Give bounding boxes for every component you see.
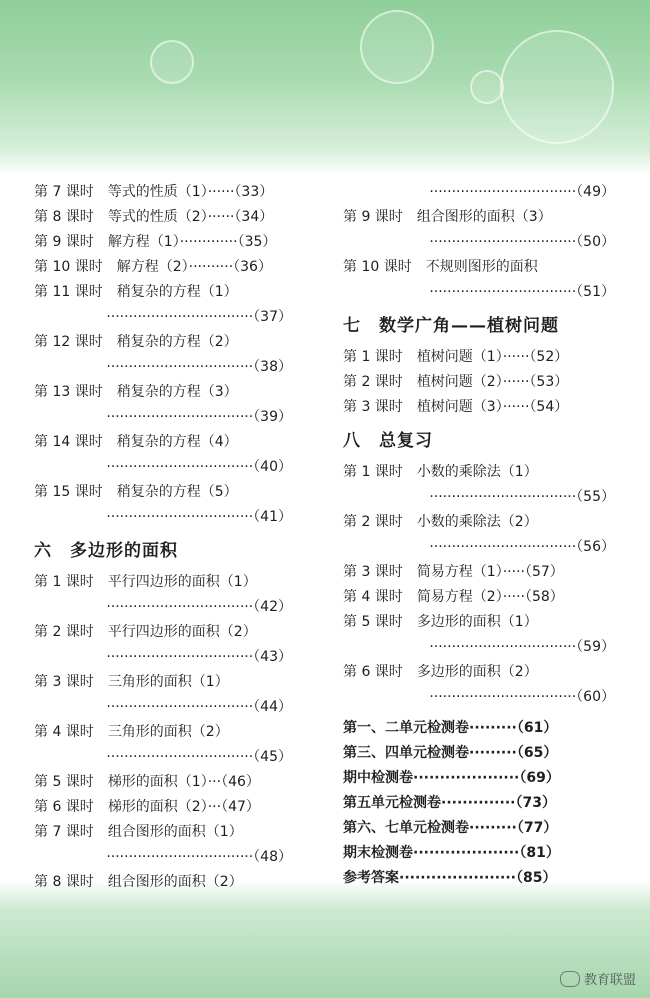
unit-heading-6: 六 多边形的面积 <box>34 541 178 561</box>
toc-entry[interactable]: 第 3 课时 三角形的面积（1） ·································（44） <box>34 674 292 715</box>
toc-entry[interactable]: 第 10 课时 解方程（2）··········（36） <box>34 259 272 275</box>
watermark <box>560 969 636 988</box>
toc-entry[interactable]: 第 8 课时 组合图形的面积（2） <box>34 874 243 890</box>
toc-entry[interactable]: 第 4 课时 简易方程（2）·····（58） <box>343 589 564 605</box>
toc-entry[interactable]: 第 1 课时 小数的乘除法（1） ·································（55） <box>343 464 615 505</box>
toc-right-column <box>343 180 615 891</box>
toc-entry[interactable]: 第 3 课时 简易方程（1）·····（57） <box>343 564 564 580</box>
toc-entry[interactable]: 第 14 课时 稍复杂的方程（4） ·································（40） <box>34 434 292 475</box>
toc-entry[interactable]: 第 1 课时 平行四边形的面积（1） ·································（42） <box>34 574 292 615</box>
toc-entry[interactable]: 第 13 课时 稍复杂的方程（3） ·································（39） <box>34 384 292 425</box>
toc-entry[interactable]: 第 2 课时 小数的乘除法（2） ·································（56） <box>343 514 615 555</box>
toc-entry[interactable]: 第 9 课时 组合图形的面积（3） ·································（50） <box>343 209 615 250</box>
toc-entry[interactable]: 第 8 课时 等式的性质（2）······（34） <box>34 209 274 225</box>
toc-entry[interactable]: 第 11 课时 稍复杂的方程（1） ·································（37） <box>34 284 292 325</box>
toc-entry[interactable]: 第 1 课时 植树问题（1）······（52） <box>343 349 569 365</box>
toc-test-entry[interactable]: 参考答案······················（85） <box>343 870 557 886</box>
toc-entry[interactable]: 第 7 课时 组合图形的面积（1） ·································（48） <box>34 824 292 865</box>
toc-test-entry[interactable]: 第一、二单元检测卷·········（61） <box>343 720 558 736</box>
toc-entry[interactable]: 第 5 课时 多边形的面积（1） ·································（59） <box>343 614 615 655</box>
top-banner <box>0 0 650 175</box>
toc-entry[interactable]: 第 2 课时 植树问题（2）······（53） <box>343 374 569 390</box>
toc-entry[interactable]: 第 6 课时 梯形的面积（2）···（47） <box>34 799 260 815</box>
toc-test-entry[interactable]: 第三、四单元检测卷·········（65） <box>343 745 558 761</box>
decor-bubble <box>500 30 614 144</box>
toc-entry[interactable]: 第 3 课时 植树问题（3）······（54） <box>343 399 569 415</box>
toc-entry[interactable]: 第 5 课时 梯形的面积（1）···（46） <box>34 774 260 790</box>
toc-entry[interactable]: 第 9 课时 解方程（1）·············（35） <box>34 234 277 250</box>
toc-entry[interactable]: 第 7 课时 等式的性质（1）······（33） <box>34 184 274 200</box>
decor-bubble <box>150 40 194 84</box>
toc-test-entry[interactable]: 期末检测卷····················（81） <box>343 845 560 861</box>
toc-continuation[interactable]: ·································（49） <box>429 184 615 200</box>
unit-heading-7: 七 数学广角——植树问题 <box>343 316 559 336</box>
chat-bubble-icon <box>560 971 580 987</box>
decor-bubble <box>470 70 504 104</box>
toc-entry[interactable]: 第 12 课时 稍复杂的方程（2） ·································（38） <box>34 334 292 375</box>
toc-test-entry[interactable]: 期中检测卷····················（69） <box>343 770 560 786</box>
decor-bubble <box>360 10 434 84</box>
toc-entry[interactable]: 第 15 课时 稍复杂的方程（5） ·································（41） <box>34 484 292 525</box>
toc-entry[interactable]: 第 4 课时 三角形的面积（2） ·································（45） <box>34 724 292 765</box>
toc-test-entry[interactable]: 第五单元检测卷··············（73） <box>343 795 556 811</box>
unit-heading-8: 八 总复习 <box>343 431 433 451</box>
watermark-text: 教育联盟 <box>583 973 636 988</box>
toc-left-column <box>34 180 292 895</box>
toc-entry[interactable]: 第 2 课时 平行四边形的面积（2） ·································（43） <box>34 624 292 665</box>
toc-entry[interactable]: 第 10 课时 不规则图形的面积 ·································（51） <box>343 259 615 300</box>
toc-entry[interactable]: 第 6 课时 多边形的面积（2） ·································（60） <box>343 664 615 705</box>
bottom-banner <box>0 880 650 998</box>
toc-test-entry[interactable]: 第六、七单元检测卷·········（77） <box>343 820 558 836</box>
